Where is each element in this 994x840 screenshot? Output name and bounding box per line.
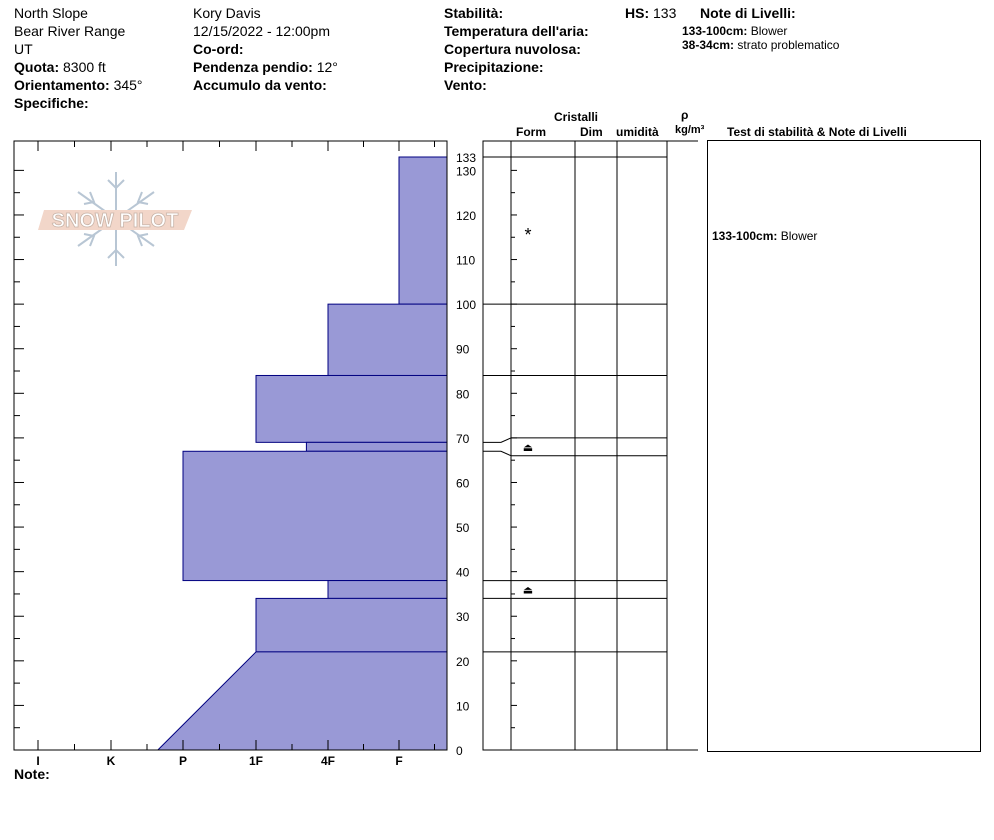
slope	[193, 59, 338, 75]
density-unit-header: kg/m³	[675, 124, 705, 136]
cloud-label: Copertura nuvolosa:	[444, 41, 581, 57]
y-tick-label: 10	[456, 699, 470, 714]
grain-table	[478, 135, 698, 760]
crystals-header: Cristalli	[554, 110, 599, 124]
dim-header: Dim	[580, 125, 603, 139]
aspect-value: 345°	[113, 77, 143, 93]
logo-text: SNOW PILOT	[51, 210, 179, 232]
hardness-layer	[256, 375, 447, 442]
y-tick-label: 130	[456, 164, 477, 179]
precip-label: Precipitazione:	[444, 59, 544, 75]
air-temp-label: Temperatura dell'aria:	[444, 23, 589, 39]
hardness-layer	[328, 304, 447, 375]
range: Bear River Range	[14, 23, 126, 39]
hs-value: 133	[653, 5, 677, 21]
grain-symbol: ⏏	[522, 441, 534, 454]
y-tick-label: 30	[456, 610, 470, 625]
stability-notes-header: Test di stabilità & Note di Livelli	[727, 125, 907, 139]
hardness-layer	[158, 652, 447, 750]
notes-label: Note:	[14, 766, 50, 782]
x-tick-label: I	[36, 754, 40, 768]
hardness-chart	[0, 135, 480, 785]
profile-note-range: 133-100cm:	[712, 229, 778, 243]
slope-label: Pendenza pendio:	[193, 59, 313, 75]
coord-label: Co-ord:	[193, 41, 244, 57]
y-tick-label: 120	[456, 208, 477, 223]
hardness-layer	[256, 598, 447, 652]
wind-loading-label: Accumulo da vento:	[193, 77, 327, 93]
observer: Kory Davis	[193, 5, 261, 21]
profile-note-text: Blower	[780, 229, 818, 243]
layer-note-range: 133-100cm:	[682, 24, 748, 38]
x-tick-label: 4F	[320, 754, 336, 768]
layer-note-text: Blower	[750, 24, 788, 38]
y-tick-label: 40	[456, 565, 470, 580]
x-tick-label: F	[395, 754, 403, 768]
grain-symbol: *	[524, 224, 532, 245]
y-tick-label: 100	[456, 298, 477, 313]
layer-note-range: 38-34cm:	[682, 38, 735, 52]
y-tick-label: 20	[456, 654, 470, 669]
stability-label: Stabilità:	[444, 5, 504, 21]
layer-note	[682, 38, 839, 52]
y-tick-label: 0	[456, 744, 463, 758]
elevation	[14, 59, 106, 75]
profile-note	[712, 229, 817, 243]
layer-note-text: strato problematico	[737, 38, 840, 52]
layer-connector	[483, 438, 511, 442]
aspect-label: Orientamento:	[14, 77, 110, 93]
aspect	[14, 77, 143, 93]
hs-label: HS:	[625, 5, 650, 21]
layer-notes-title: Note di Livelli:	[700, 5, 796, 21]
hardness-layer	[328, 581, 447, 599]
grain-symbol: ⏏	[522, 584, 534, 597]
total-depth-label: 133	[456, 151, 477, 165]
slope-value: 12°	[316, 59, 338, 75]
elevation-value: 8300 ft	[63, 59, 106, 75]
layer-connector	[483, 451, 511, 455]
specifics-label: Specifiche:	[14, 95, 89, 111]
elevation-label: Quota:	[14, 59, 60, 75]
y-tick-label: 50	[456, 521, 470, 536]
form-header: Form	[516, 125, 546, 139]
datetime: 12/15/2022 - 12:00pm	[193, 23, 330, 39]
y-tick-label: 60	[456, 476, 470, 491]
y-tick-label: 80	[456, 387, 470, 402]
moisture-header: umidità	[616, 125, 659, 139]
hs	[625, 5, 676, 21]
hardness-layer	[399, 157, 447, 304]
hardness-layer	[183, 451, 447, 580]
layer-note	[682, 24, 787, 38]
rho-header: ρ	[681, 108, 689, 122]
y-tick-label: 70	[456, 431, 470, 446]
x-tick-label: P	[178, 754, 188, 768]
location: North Slope	[14, 5, 88, 21]
x-tick-label: 1F	[248, 754, 264, 768]
x-tick-label: K	[106, 754, 116, 768]
hardness-layer	[306, 442, 447, 451]
wind-label: Vento:	[444, 77, 487, 93]
y-tick-label: 90	[456, 342, 470, 357]
state: UT	[14, 41, 33, 57]
y-tick-label: 110	[456, 253, 476, 268]
